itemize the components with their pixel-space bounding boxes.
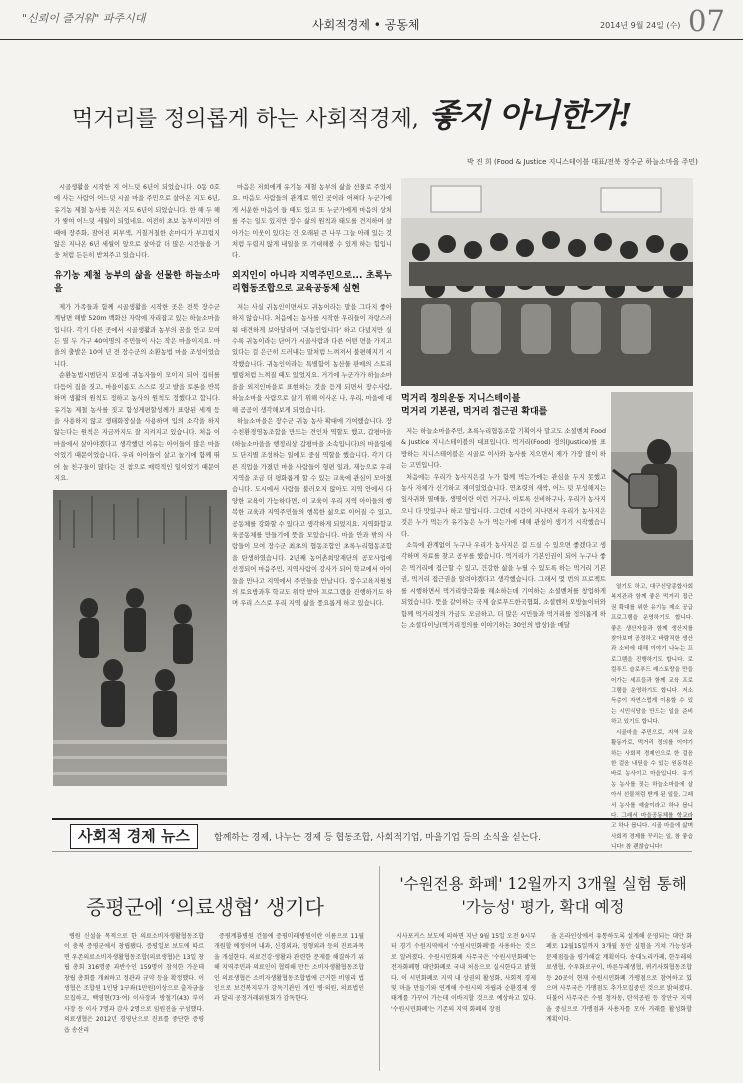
social-economy-news-bar xyxy=(52,818,692,852)
news-paragraph: 시사포커스 보도에 의하면 지난 9월 15일 오전 9시부터 경기 수원지역에서 '수원시민화폐'를 사용하는 것으로 알려졌다. 수원시민화폐 사무국은 '수원시민화폐'는 전자화폐형 대안화폐로 국내 처음으로 실시한다고 밝혔다. 이 시민화폐로 지역 내 상권의 활성화, 사회적 경제 및 마을 만들기와 연계해 수원시의 자립과 순환경제 생태계를 가꾸어 가는데 이바지할 것으로 예상하고 있다. '수원시민화폐'는 기존의 지역 화폐의 장점 xyxy=(391,933,536,1013)
article-paragraph: 처음에는 우리가 농사지은걸 누가 함께 먹는가에는 관심을 두지 못했고 농사 자체가 신기하고 재미있었습니다. 연초렷의 새싹, 어느 덧 무성해지는 잎사귀와 열매들, 생명이란 이런 거구나, 이토록 신비하구나, 우리가 농사지으니 다 맛있구나 하고 말입니다. 그런데 시간이 지나면서 우리가 농사지은 것은 누가 먹는가 유기농은 누가 먹는가에 대해 관심이 생기기 시작했습니다. xyxy=(401,473,606,538)
headline-accent: 좋지 아니한가! xyxy=(428,96,632,134)
photo-group-gathering xyxy=(401,178,693,386)
news-headline-2 xyxy=(393,873,693,919)
news-paragraph: 을 온라인상에서 유통하도록 설계해 운영되는 대안 화폐로 12월15일까지 3개월 동안 실험을 거쳐 가능성과 문제점들을 평가해갈 계획이다. 송대노리카페, 한두레의료생협, 수우화로구이, 바른두레생협, 퀴키사회협동조합 등 20곳이 현재 수원시민화폐 가맹점으로 참여하고 있으며 사무국은 가맹점도 추가모집중인 것으로 밝혀졌다. 더불어 사무국은 수원 청자동, 탄석공원 등 장안구 지역을 중심으로 가맹점과 사용자를 모아 거래를 활성화할 계획이다. xyxy=(546,933,692,1024)
article-column-2 xyxy=(232,182,392,786)
article-paragraph: 저는 사실 귀농인이면서도 귀농이라는 말을 그다지 좋아하지 않습니다. 처음에는 농사를 시작한 우리들이 자랑스러워 대견하게 보아달라며 '귀농인입니다' 하고 다녔지만 실수록 귀농이라는 단어가 시골사람과 다른 어떤 면을 가지고 있다는 걸 은근히 드러내는 말처럼 느껴져서 불편해지기 시작했습니다. 귀농인이라는 특별함이 농산물 판매의 스토리텔링처럼 느껴질 때도 있었지요. 거기에 누군가가 하늘소마을을 외지인마을로 표현하는 것을 듣게 되면서 장수사람, 하늘소마을 사람으로 살기 위해 이사온 나, 우리, 마을에 대해 곰곰이 생각해보게 되었습니다. xyxy=(232,303,392,414)
article-paragraph: 소득에 관계없이 누구나 우리가 농사지은 걸 드실 수 있으면 좋겠다고 생각하며 자료를 찾고 공부를 했습니다. 먹거리가 기본인권이 되어 누구나 좋은 먹거리에 접근할 수 있고, 건강한 삶을 누릴 수 있도록 하는 먹거리 기본권, 먹거리 접근권을 알려야겠다고 생각했습니다. 그래서 몇 번의 프로젝트를 시행하면서 먹거리양극화를 해소하는데 기여하는 소셜벤처를 창업하게 되었습니다. 뜻을 같이하는 국제 슬로푸드한국협회, 소셜벤처 오방놀이터와 함께 먹거리정의 가금도 모금하고, 더 많은 시민들과 먹거리를 정의롭게 하는 소셜다이닝(먹거리정의를 이야기하는 30인의 밥상)을 매달 xyxy=(401,542,606,629)
news-headline-1: 증평군에 ‘의료생협’ 생기다 xyxy=(86,895,324,919)
photo-caption-title: 먹거리 정의운동 지니스테이블 xyxy=(401,394,521,404)
article-paragraph: 시골마을 주민으로, 지역 교육활동가로, 먹거리 정의를 이야기하는 사회적 경제인으로 한 걸음 한 걸음 내딛을 수 있는 원동력은 바로 농사이고 마을입니다. 유기농 농사를 짓는 하늘소마을에 살아서 선물처럼 받게 된 일들, 그래서 농사를 예술이라고 하나 봅니다. 그래서 마을공동체를 학교라고 하나 봅니다. 시골 마을에 삶며 사회적 경제를 꾸리는 일, 참 좋습니다! 참 괜찮습니다! xyxy=(611,729,693,851)
article-column-3 xyxy=(401,426,606,786)
news-story-2-column-1 xyxy=(391,932,536,1074)
newspaper-logo: "신뢰이 즐거워" 파주시대 xyxy=(22,12,146,25)
article-paragraph: 저는 하늘소마을주민, 초록누리협동조합 기획이사 말고도 소셜벤쳐 Food & Justice 지니스테이블의 대표입니다. 먹거리(Food) 정의(Justice)를 표방하는 지니스테이블은 시골로 이사와 농사를 지으면서 제가 가장 많이 하는 고민입니다. xyxy=(401,428,606,470)
article-paragraph: 시골생활을 시작한 지 어느덧 6년이 되었습니다. 0동 0호에 사는 사람이 어느덧 시골 마을 주민으로 살아온 지도 6년, 유기농 제철 농사를 지은 지도 6년이 되었습니다. 한 해 두 해 가 쌓여 어느덧 세월이 되었네요. 여전히 초보 농부이지만 이때에 장주화, 잠어진 피부색, 거칠거칠한 손마디가 부끄럽지 않은 지나온 6년 세월이 앞으로 살아갈 더 많은 시간들을 기웅 처럼 든든히 받쳐주고 있습니다. xyxy=(54,184,220,260)
article-paragraph: 마음은 저희에게 유기농 제철 농부의 삶을 선물로 주었지요. 마음도 사람들의 관계로 엮인 곳이라 어쩌다 누군가에게 서운한 마음이 들 때도 있고 또 누군가에게 마음의 상처를 주는 일도 있지만 장수 삶의 원칙과 태도를 견지하며 살아가는 이웃이 있다는 건 오래된 큰 나무 그늘 아래 있는 것처럼 두렵지 않게 내일을 또 기대해볼 수 있게 하는 힘입니다. xyxy=(232,184,392,260)
section-title: 사회적경제 • 공동체 xyxy=(312,18,420,32)
news-story-1-column-1 xyxy=(64,932,204,1074)
page-header xyxy=(0,0,743,40)
headline-main: 먹거리를 정의롭게 하는 사회적경제, xyxy=(72,107,419,132)
article-paragraph: 열기도 하고, 대구신당종합사회복지관과 함께 좋은 먹거리 접근권 확대를 위한 유기농 제소 공급 프로그램을 운영하기도 합니다. 좋은 생산자들과 함께 생산지를 찾아보며 공정하고 바람직한 생산과 소비에 대해 이야기 나누는 프로그램을 진행하기도 합니다. 로컬푸드 슬로푸드 레스토랑을 만들어가는 세프들과 함께 교육 프로그램을 운영하기도 합니다. 저소득층이 자연스럽게 이용할 수 있는 시민식당을 만드는 일을 준비하고 있기도 합니다. xyxy=(611,584,693,726)
column-divider xyxy=(379,866,380,1071)
news-section-label: 사회적 경제 뉴스 xyxy=(70,824,198,849)
article-paragraph: 제가 가족들과 함께 시골생활을 시작한 곳은 전북 장수군 계남면 해발 520m 백화산 자락에 자리잡고 있는 하늘소마을입니다. 각기 다른 곳에서 시골생활과 농부의 꿈을 안고 모여든 열 두 가구 40여명의 주민들이 사는 작은 마을이지요. 마을의 출발은 10여 년 전 장수군의 소환농법 마을 조성이었습니다. xyxy=(54,303,220,368)
main-headline xyxy=(72,90,631,136)
article-subhead: 유기농 제철 농부의 삶을 선물한 하늘소마을 xyxy=(54,270,220,294)
photo-caption-subtitle: 먹거리 기본권, 먹거리 접근권 확대를 xyxy=(401,407,548,417)
news-story-2-column-2 xyxy=(546,932,692,1074)
issue-date: 2014년 9월 24일 (수) xyxy=(600,21,681,30)
article-paragraph: 순환농법시범단지 모집에 귀농자들이 모이지 되어 집터를 다듬어 집을 짓고, 마을이름도 스스로 짓고 밭을 토론을 반복하며 생활의 원칙도 정하고 농사의 원칙도 정했다고 합니다. 유기농 제철 농사를 짓고 함성게편할성께가 표량된 세계 등을 사용하지 않고 생태화장실을 사용하며 입의 소각을 하지 않는다는 원칙은 지금까지도 잘 지켜지고 있습니다. 처음 이 마을에서 살아야겠다고 생각했던 이유는 아이들이 많은 마을이었기 때문이었습니다. 우리 아이들이 살고 놀기에 함께 뛰어 놀 친구들이 많다는 건 참으로 매력적인 일이었기 때문이지요. xyxy=(54,372,220,482)
news-section-description: 함께하는 경제, 나누는 경제 등 협동조합, 사회적기업, 마을기업 등의 소식을 싣는다. xyxy=(214,833,541,843)
news-paragraph: 증평계룡병원 건물에 증평미래병원이란 이름으로 11월 개원할 예정이며 내과, 신경외과, 정형외과 등의 진료과목을 개설한다. 의료건강·생활과 관련한 문제를 해결하기 위해 지역주민과 의료인이 협력해 만든 소비자생활협동조합인 의료생협은 소비자생활협동조합법에 근거한 비영리 법인으로 보건복지부가 감독기관인 개인 병·의원, 의료법인과 달리 공정거래위원회가 감독한다. xyxy=(214,933,364,1003)
page-number: 07 xyxy=(688,4,725,38)
article-subhead: 외지인이 아니라 지역주민으로... 초록누리협동조합으로 교육공동체 실현 xyxy=(232,270,392,294)
article-column-1 xyxy=(54,182,220,482)
article-paragraph: 하늘소마을은 장수군 귀농 농사 확대에 기여했습니다. 장수친환경영농조합을 만드는 견인차 역할도 했고, 갑평마을(하늘소마을을 행정리상 갑평마을 소속입니다)의 마을일에도 단지별 조성하는 일에도 중심 역할을 했습니다. 각기 다른 직업을 가졌던 마을 사람들이 형편 일과, 재능으로 우리 지역을 조금 더 평화롭게 할 수 있는 교육에 관심이 모아졌습니다. 도시에서 사람들 불러오지 않아도 지역 안에서 다양한 교육이 가능하다면, 이 교육이 우리 지역 아이들의 행복한 교육과 지역주민들의 행복한 삶으로 이어질 수 있고, 공동체를 강화할 수 있다고 생각하게 되었지요. 지역화합교육공동체를 만들기에 뜻을 모았습니다. 마을 안과 밖의 사람들이 모여 장수군 최초의 협동조합인 초록누리협동조합을 탄생하였습니다. 2년째 농어촌희망재단의 공모사업에 선정되어 마음주민, 지역사람이 강사가 되어 학교에서 아이들을 만나고 지역에서 주민들을 만납니다. 장수고육지원청의 토요방과후 학교도 위탁 받아 프로그램을 진행하기도 하며 우리 스스로 우리 지역 삶을 풍요롭게 하고 있습니다. xyxy=(232,417,392,608)
news-story-1-column-2 xyxy=(214,932,364,1074)
photo-caption xyxy=(401,393,606,425)
photo-woman-watering-can xyxy=(611,392,693,576)
article-column-4 xyxy=(611,582,693,851)
news-paragraph: 병원 신설을 목적으로 한 의료소비자생활협동조합이 충북 증평군에서 창립됐다. 증평일보 보도에 따르면 우존의료소비자생활협동조합(의료생협)은 13일 창립 총회 316명중 과반수인 159명이 참석한 가운데 창립 총회를 개최하고 정관과 규약 등을 확정했다. 이 생협은 조합원 1인당 1구좌(1만원)이상으로 출자금을 모집하고, 백영현(73·여) 이사장과 방철기(43) 부이사장 등 이사 7명과 감사 2명으로 임원진을 구성했다. 의료생협은 2012년 경영난으로 진료를 중단한 증평읍 송산리 xyxy=(64,933,204,1034)
news-headline-2-line-1: '수원전용 화폐' 12월까지 3개월 실험 통해 xyxy=(399,875,687,893)
photo-children-rice-paddy xyxy=(53,490,227,786)
news-headline-2-line-2: '가능성' 평가, 확대 예정 xyxy=(461,898,625,916)
byline: 박 진 희 (Food & Justice 지니스테이블 대표/전북 장수군 하늘소마을 주민) xyxy=(467,158,698,166)
